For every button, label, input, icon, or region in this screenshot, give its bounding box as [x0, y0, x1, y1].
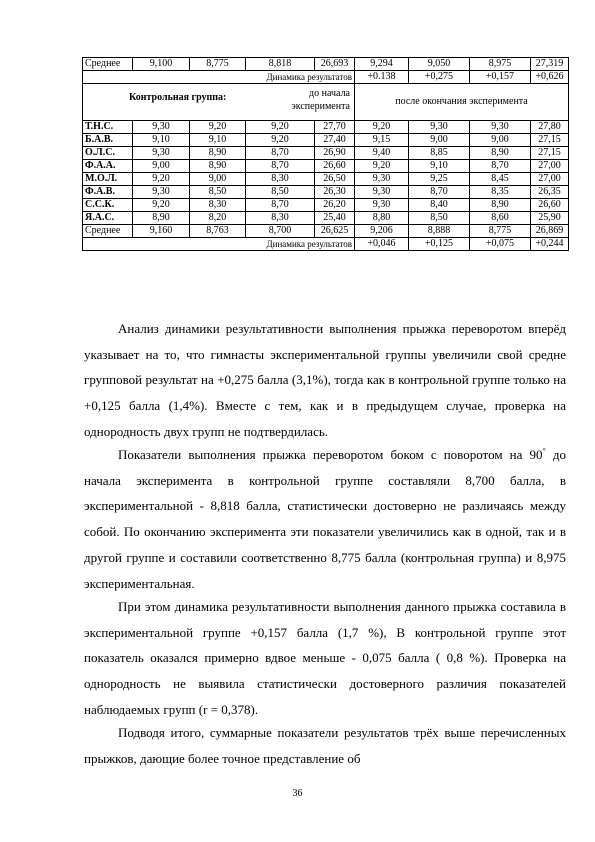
cell: +0,157: [470, 71, 531, 84]
cell: 8,70: [246, 147, 315, 160]
cell: Б.А.В.: [83, 134, 133, 147]
cell: 8,40: [409, 199, 470, 212]
page-number: 36: [292, 788, 303, 799]
cell: 26,60: [531, 199, 569, 212]
cell: 9,206: [355, 225, 409, 238]
cell: 9,30: [409, 121, 470, 134]
cell: 9,20: [246, 121, 315, 134]
cell: 9,20: [355, 121, 409, 134]
paragraph-3: [84, 594, 566, 723]
cell: 8,35: [470, 186, 531, 199]
cell: 8,30: [190, 199, 246, 212]
cell: 8,60: [470, 212, 531, 225]
cell: 9,20: [355, 160, 409, 173]
cell: Я.А.С.: [83, 212, 133, 225]
table-row: [83, 186, 569, 199]
cell: 9,30: [133, 121, 190, 134]
cell: 9,30: [355, 173, 409, 186]
cell: Ф.А.А.: [83, 160, 133, 173]
cell: 26,90: [315, 147, 355, 160]
cell: 9,00: [409, 134, 470, 147]
cell: 8,70: [246, 199, 315, 212]
cell: 9,25: [409, 173, 470, 186]
cell: 9,30: [355, 199, 409, 212]
cell: 9,050: [409, 58, 470, 71]
table-row-dynamics-control: [83, 238, 569, 251]
table-row-mean-experimental: [83, 58, 569, 71]
table-row: [83, 134, 569, 147]
dynamics-label: Динамика результатов: [83, 238, 355, 251]
cell: 26,693: [315, 58, 355, 71]
cell: 25,40: [315, 212, 355, 225]
cell: 9,00: [190, 173, 246, 186]
cell: 8,90: [470, 199, 531, 212]
cell: 8,50: [246, 186, 315, 199]
cell: Среднее: [83, 58, 133, 71]
paragraph-text-part: Показатели выполнения прыжка переворотом боком с поворотом на 90: [118, 447, 543, 462]
table-header-control-group: [83, 84, 569, 121]
cell: 9,30: [133, 147, 190, 160]
cell: 9,20: [190, 121, 246, 134]
cell: 9,30: [470, 121, 531, 134]
paragraph-text-part: до начала эксперимента в контрольной группе составляли 8,700 балла, в экспериментальной - 8,818 балла, статистически достоверно не различаясь между собой. По окончанию эксперимента эти показатели увеличились как в одной, так и в другой группе и составили соответственно 8,775 балла (контрольная группа) и 8,975 экспериментальная.: [84, 447, 566, 591]
cell: 8,85: [409, 147, 470, 160]
cell: 9,10: [190, 134, 246, 147]
cell: 27,15: [531, 134, 569, 147]
cell: 8,50: [409, 212, 470, 225]
cell: С.С.К.: [83, 199, 133, 212]
header-before: [83, 84, 355, 121]
cell: 27,00: [531, 173, 569, 186]
cell: 26,35: [531, 186, 569, 199]
table-row: [83, 147, 569, 160]
table-row: [83, 173, 569, 186]
cell: +0,125: [409, 238, 470, 251]
cell: 8,45: [470, 173, 531, 186]
cell: 8,70: [470, 160, 531, 173]
cell: О.Л.С.: [83, 147, 133, 160]
table-row-dynamics-experimental: [83, 71, 569, 84]
results-table: [82, 57, 569, 251]
paragraph-text: [84, 442, 566, 596]
cell: +0,046: [355, 238, 409, 251]
cell: +0,244: [531, 238, 569, 251]
cell: 8,70: [409, 186, 470, 199]
cell: +0,075: [470, 238, 531, 251]
cell: 9,10: [133, 134, 190, 147]
cell: 26,50: [315, 173, 355, 186]
before-label: до начала эксперимента: [291, 88, 350, 112]
paragraph-2: [84, 442, 566, 596]
cell: 8,888: [409, 225, 470, 238]
cell: 9,30: [355, 186, 409, 199]
cell: Ф.А.В.: [83, 186, 133, 199]
cell: 9,100: [133, 58, 190, 71]
cell: 8,90: [133, 212, 190, 225]
cell: 8,775: [190, 58, 246, 71]
cell: 8,763: [190, 225, 246, 238]
cell: 8,30: [246, 212, 315, 225]
table-row: [83, 160, 569, 173]
cell: Т.Н.С.: [83, 121, 133, 134]
cell: 26,30: [315, 186, 355, 199]
cell: 8,80: [355, 212, 409, 225]
cell: 8,975: [470, 58, 531, 71]
cell: +0,275: [409, 71, 470, 84]
cell: 8,70: [246, 160, 315, 173]
cell: 27,15: [531, 147, 569, 160]
cell: 9,20: [246, 134, 315, 147]
cell: 9,20: [133, 173, 190, 186]
cell: 8,20: [190, 212, 246, 225]
degree-sign: °: [542, 446, 546, 456]
table-row: [83, 121, 569, 134]
cell: 8,818: [246, 58, 315, 71]
cell: 9,20: [133, 199, 190, 212]
cell: 9,00: [133, 160, 190, 173]
cell: Среднее: [83, 225, 133, 238]
table-row: [83, 212, 569, 225]
paragraph-1: [84, 316, 566, 445]
cell: 27,00: [531, 160, 569, 173]
cell: 27,80: [531, 121, 569, 134]
cell: 27,40: [315, 134, 355, 147]
group-label: Контрольная группа:: [129, 92, 227, 103]
dynamics-label: Динамика результатов: [83, 71, 355, 84]
after-label: после окончания эксперимента: [355, 84, 569, 121]
cell: 26,20: [315, 199, 355, 212]
cell: 8,50: [190, 186, 246, 199]
cell: 9,00: [470, 134, 531, 147]
cell: 9,294: [355, 58, 409, 71]
paragraph-text: Анализ динамики результативности выполнения прыжка переворотом вперёд указывает на то, что гимнасты экспериментальной группы увеличили свой средне групповой результат на +0,275 балла (3,1%), тогда как в контрольной группе только на +0,125 балла (1,4%). Вместе с тем, как и в предыдущем случае, проверка на однородность двух групп не подтвердилась.: [84, 321, 566, 439]
cell: 9,30: [133, 186, 190, 199]
cell: 26,869: [531, 225, 569, 238]
cell: 27,319: [531, 58, 569, 71]
paragraph-text: При этом динамика результативности выполнения данного прыжка составила в экспериментальной группе +0,157 балла (1,7 %), В контрольной группе этот показатель оказался примерно вдвое меньше - 0,075 балла ( 0,8 %). Проверка на однородность не выявила статистически достоверного различия показателей наблюдаемых групп (r = 0,378).: [84, 599, 566, 717]
cell: 26,625: [315, 225, 355, 238]
cell: 9,15: [355, 134, 409, 147]
cell: 8,90: [190, 160, 246, 173]
table-row: [83, 199, 569, 212]
cell: 25,90: [531, 212, 569, 225]
table-row-mean-control: [83, 225, 569, 238]
cell: 8,30: [246, 173, 315, 186]
cell: 8,90: [190, 147, 246, 160]
cell: 8,775: [470, 225, 531, 238]
cell: 8,90: [470, 147, 531, 160]
cell: 9,10: [409, 160, 470, 173]
cell: 27,70: [315, 121, 355, 134]
cell: +0.138: [355, 71, 409, 84]
cell: +0,626: [531, 71, 569, 84]
cell: 9,40: [355, 147, 409, 160]
cell: 26,60: [315, 160, 355, 173]
paragraph-text: Подводя итого, суммарные показатели результатов трёх выше перечисленных прыжков, дающие более точное представление об: [84, 725, 566, 766]
cell: 9,160: [133, 225, 190, 238]
cell: 8,700: [246, 225, 315, 238]
paragraph-4: [84, 720, 566, 771]
cell: М.О.Л.: [83, 173, 133, 186]
table-body: [83, 58, 569, 251]
